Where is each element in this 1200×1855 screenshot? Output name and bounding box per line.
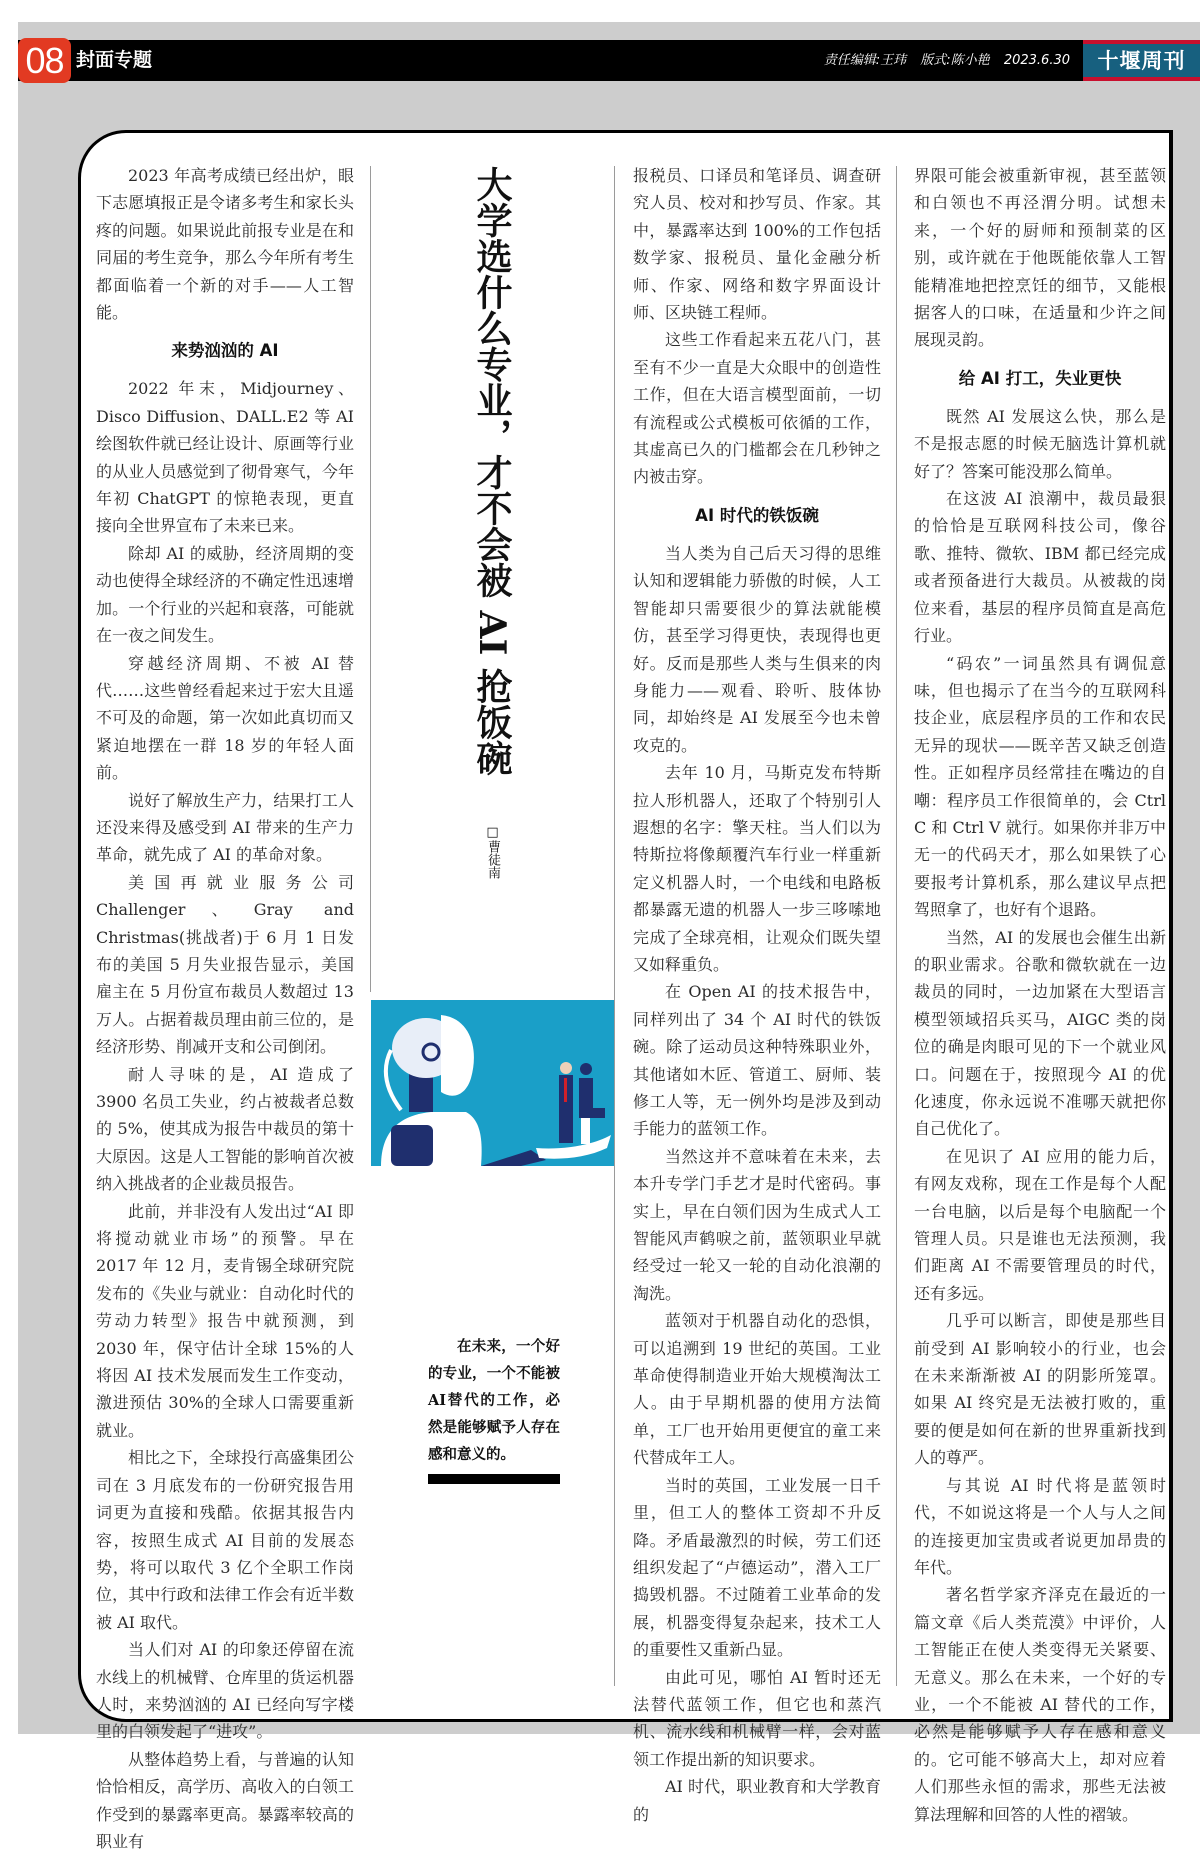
paragraph: 说好了解放生产力，结果打工人还没来得及感受到 AI 带来的生产力革命，就先成了 AI 的革命对象。 bbox=[96, 790, 354, 865]
pull-quote-text: 在未来，一个好的专业，一个不能被AI替代的工作，必然是能够赋予人存在感和意义的。 bbox=[428, 1338, 560, 1463]
paragraph: 既然 AI 发展这么快，那么是不是报志愿的时候无脑选计算机就好了？答案可能没那么简单。 bbox=[914, 406, 1166, 481]
paragraph: 当人们对 AI 的印象还停留在流水线上的机械臂、仓库里的货运机器人时，来势汹汹的 AI 已经向写字楼里的白领发起了“进攻”。 bbox=[96, 1640, 354, 1742]
column-divider bbox=[614, 166, 615, 1686]
paragraph: 当时的英国，工业发展一日千里，但工人的整体工资却不升反降。矛盾最激烈的时候，劳工们还组织发起了“卢德运动”，潜入工厂捣毁机器。不过随着工业革命的发展，机器变得复杂起来，技术工人的重要性又重新凸显。 bbox=[633, 1475, 881, 1660]
paragraph: 从整体趋势上看，与普遍的认知恰恰相反，高学历、高收入的白领工作受到的暴露率更高。暴露率较高的职业有 bbox=[96, 1749, 354, 1851]
paragraph: 除却 AI 的威胁，经济周期的变动也使得全球经济的不确定性迅速增加。一个行业的兴起和衰落，可能就在一夜之间发生。 bbox=[96, 543, 354, 646]
issue-date: 2023.6.30 bbox=[1003, 53, 1070, 68]
paragraph: 几乎可以断言，即使是那些目前受到 AI 影响较小的行业，也会在未来渐渐被 AI 的阴影所笼罩。如果 AI 终究是无法被打败的，重要的便是如何在新的世界重新找到人的尊严。 bbox=[914, 1311, 1166, 1468]
paragraph: 2023 年高考成绩已经出炉，眼下志愿填报正是令诸多考生和家长头疼的问题。如果说此前报专业是在和同届的考生竞争，那么今年所有考生都面临着一个新的对手——人工智能。 bbox=[96, 166, 354, 323]
paragraph: 美国再就业服务公司 Challenger、Gray and Christmas(挑战者)于 6 月 1 日发布的美国 5 月失业报告显示，美国雇主在 5 月份宣布裁员人数超过 13 万人。占据着裁员理由前三位的，是经济形势、削减开支和公司倒闭。 bbox=[96, 872, 354, 1057]
editor-credit: 责任编辑:王玮 bbox=[823, 53, 907, 68]
robot-illustration bbox=[371, 1000, 614, 1166]
section-title: 封面专题 bbox=[76, 49, 153, 71]
section-heading: AI 时代的铁饭碗 bbox=[695, 505, 819, 525]
paragraph: 穿越经济周期、不被 AI 替代……这些曾经看起来过于宏大且遥不可及的命题，第一次如此真切而又紧迫地摆在一群 18 岁的年轻人面前。 bbox=[96, 653, 354, 783]
paragraph: 界限可能会被重新审视，甚至蓝领和白领也不再泾渭分明。试想未来，一个好的厨师和预制菜的区别，或许就在于他既能依靠人工智能精准地把控烹饪的细节，又能根据客人的口味，在适量和少许之间展现灵韵。 bbox=[914, 166, 1166, 350]
pull-quote bbox=[428, 1333, 560, 1484]
page-number-badge: 08 bbox=[18, 38, 71, 83]
paragraph: 在这波 AI 浪潮中，裁员最狠的恰恰是互联网科技公司，像谷歌、推特、微软、IBM 都已经完成或者预备进行大裁员。从被裁的岗位来看，基层的程序员简直是高危行业。 bbox=[914, 489, 1166, 646]
paragraph: 与其说 AI 时代将是蓝领时代，不如说这将是一个人与人之间的连接更加宝贵或者说更加昂贵的年代。 bbox=[914, 1475, 1166, 1577]
paragraph: 这些工作看起来五花八门，甚至有不少一直是大众眼中的创造性工作，但在大语言模型面前，一切有流程或公式模板可依循的工作，其虚高已久的门槛都会在几秒钟之内被击穿。 bbox=[633, 330, 881, 487]
paragraph: 2022 年末，Midjourney、Disco Diffusion、DALL.E2 等 AI 绘图软件就已经让设计、原画等行业的从业人员感觉到了彻骨寒气，今年年初 ChatGPT 的惊艳表现，更直接向全世界宣布了未来已来。 bbox=[96, 379, 354, 536]
article-column-3 bbox=[633, 162, 881, 1828]
paragraph: 由此可见，哪怕 AI 暂时还无法替代蓝领工作，但它也和蒸汽机、流水线和机械臂一样，会对蓝领工作提出新的知识要求。 bbox=[633, 1667, 881, 1769]
article-byline: □曹徒南 bbox=[485, 825, 500, 879]
paragraph: 相比之下，全球投行高盛集团公司在 3 月底发布的一份研究报告用词更为直接和残酷。依据其报告内容，按照生成式 AI 目前的发展态势，将可以取代 3 亿个全职工作岗位，其中行政和法律工作会有近半数被 AI 取代。 bbox=[96, 1448, 354, 1632]
paragraph: 报税员、口译员和笔译员、调查研究人员、校对和抄写员、作家。其中，暴露率达到 100%的工作包括数学家、报税员、量化金融分析师、作家、网络和数字界面设计师、区块链工程师。 bbox=[633, 166, 881, 323]
paragraph: 当然，AI 的发展也会催生出新的职业需求。谷歌和微软就在一边裁员的同时，一边加紧在大型语言模型领域招兵买马，AIGC 类的岗位的确是肉眼可见的下一个就业风口。问题在于，按照现今 AI 的优化速度，你永远说不准哪天就把你自己优化了。 bbox=[914, 927, 1166, 1139]
section-heading: 给 AI 打工，失业更快 bbox=[958, 368, 1122, 388]
paragraph: 蓝领对于机器自动化的恐惧，可以追溯到 19 世纪的英国。工业革命使得制造业开始大规模淘汰工人。由于早期机器的使用方法简单，工厂也开始用更便宜的童工来代替成年工人。 bbox=[633, 1311, 881, 1468]
paragraph: 耐人寻味的是，AI 造成了 3900 名员工失业，约占被裁者总数的 5%，使其成为报告中裁员的第十大原因。这是人工智能的影响首次被纳入挑战者的企业裁员报告。 bbox=[96, 1064, 354, 1194]
paragraph: 去年 10 月，马斯克发布特斯拉人形机器人，还取了个特别引人遐想的名字：擎天柱。当人们以为特斯拉将像颠覆汽车行业一样重新定义机器人时，一个电线和电路板都暴露无遗的机器人一步三哆嗦地完成了全球亮相，让观众们既失望又如释重负。 bbox=[633, 763, 881, 974]
paragraph: 著名哲学家齐泽克在最近的一篇文章《后人类荒漠》中评价，人工智能正在使人类变得无关紧要、无意义。那么在未来，一个好的专业，一个不能被 AI 替代的工作，必然是能够赋予人存在感和意义的。它可能不够高大上，却对应着人们那些永恒的需求，那些无法被算法理解和回答的人性的褶皱。 bbox=[914, 1585, 1166, 1824]
paragraph: 在见识了 AI 应用的能力后，有网友戏称，现在工作是每个人配一台电脑，以后是每个电脑配一个管理人员。只是谁也无法预测，我们距离 AI 不需要管理员的时代，还有多远。 bbox=[914, 1146, 1166, 1303]
paragraph: 在 Open AI 的技术报告中，同样列出了 34 个 AI 时代的铁饭碗。除了运动员这种特殊职业外，其他诸如木匠、管道工、厨师、装修工人等，无一例外均是涉及到动手能力的蓝领工作。 bbox=[633, 982, 881, 1139]
column-divider bbox=[370, 166, 371, 992]
column-divider bbox=[896, 166, 897, 1686]
paragraph: “码农”一词虽然具有调侃意味，但也揭示了在当今的互联网科技企业，底层程序员的工作和农民无异的现状——既辛苦又缺乏创造性。正如程序员经常挂在嘴边的自嘲：程序员工作很简单的，会 Ctrl C 和 Ctrl V 就行。如果你并非万中无一的代码天才，那么如果铁了心要报考计算机系，那么建议早点把驾照拿了，也好有个退路。 bbox=[914, 653, 1166, 920]
layout-credit: 版式:陈小艳 bbox=[920, 53, 990, 68]
paragraph: 当然这并不意味着在未来，去本升专学门手艺才是时代密码。事实上，早在白领们因为生成式人工智能风声鹤唳之前，蓝领职业早就经受过一轮又一轮的自动化浪潮的淘洗。 bbox=[633, 1146, 881, 1303]
pull-quote-bar bbox=[428, 1474, 560, 1484]
paragraph: 此前，并非没有人发出过“AI 即将搅动就业市场”的预警。早在 2017 年 12 月，麦肯锡全球研究院发布的《失业与就业：自动化时代的劳动力转型》报告中就预测，到 2030 年，保守估计全球 15%的人将因 AI 技术发展而发生工作变动，激进预估 30%的全球人口需要重新就业。 bbox=[96, 1201, 354, 1440]
robot-holding-people-illustration bbox=[371, 1000, 614, 1166]
paragraph: 当人类为自己后天习得的思维认知和逻辑能力骄傲的时候，人工智能却只需要很少的算法就能模仿，甚至学习得更快，表现得也更好。反而是那些人类与生俱来的肉身能力——观看、聆听、肢体协同，却始终是 AI 发展至今也未曾攻克的。 bbox=[633, 543, 881, 755]
section-heading: 来势汹汹的 AI bbox=[171, 341, 279, 361]
credits bbox=[814, 40, 1070, 81]
paragraph: AI 时代，职业教育和大学教育的 bbox=[633, 1777, 881, 1824]
article-title: 大学选什么专业，才不会被 AI 抢饭碗 bbox=[471, 166, 513, 776]
article-column-1 bbox=[96, 162, 354, 1855]
masthead-logo: 十堰周刊 bbox=[1083, 40, 1200, 81]
article-column-4 bbox=[914, 162, 1166, 1828]
